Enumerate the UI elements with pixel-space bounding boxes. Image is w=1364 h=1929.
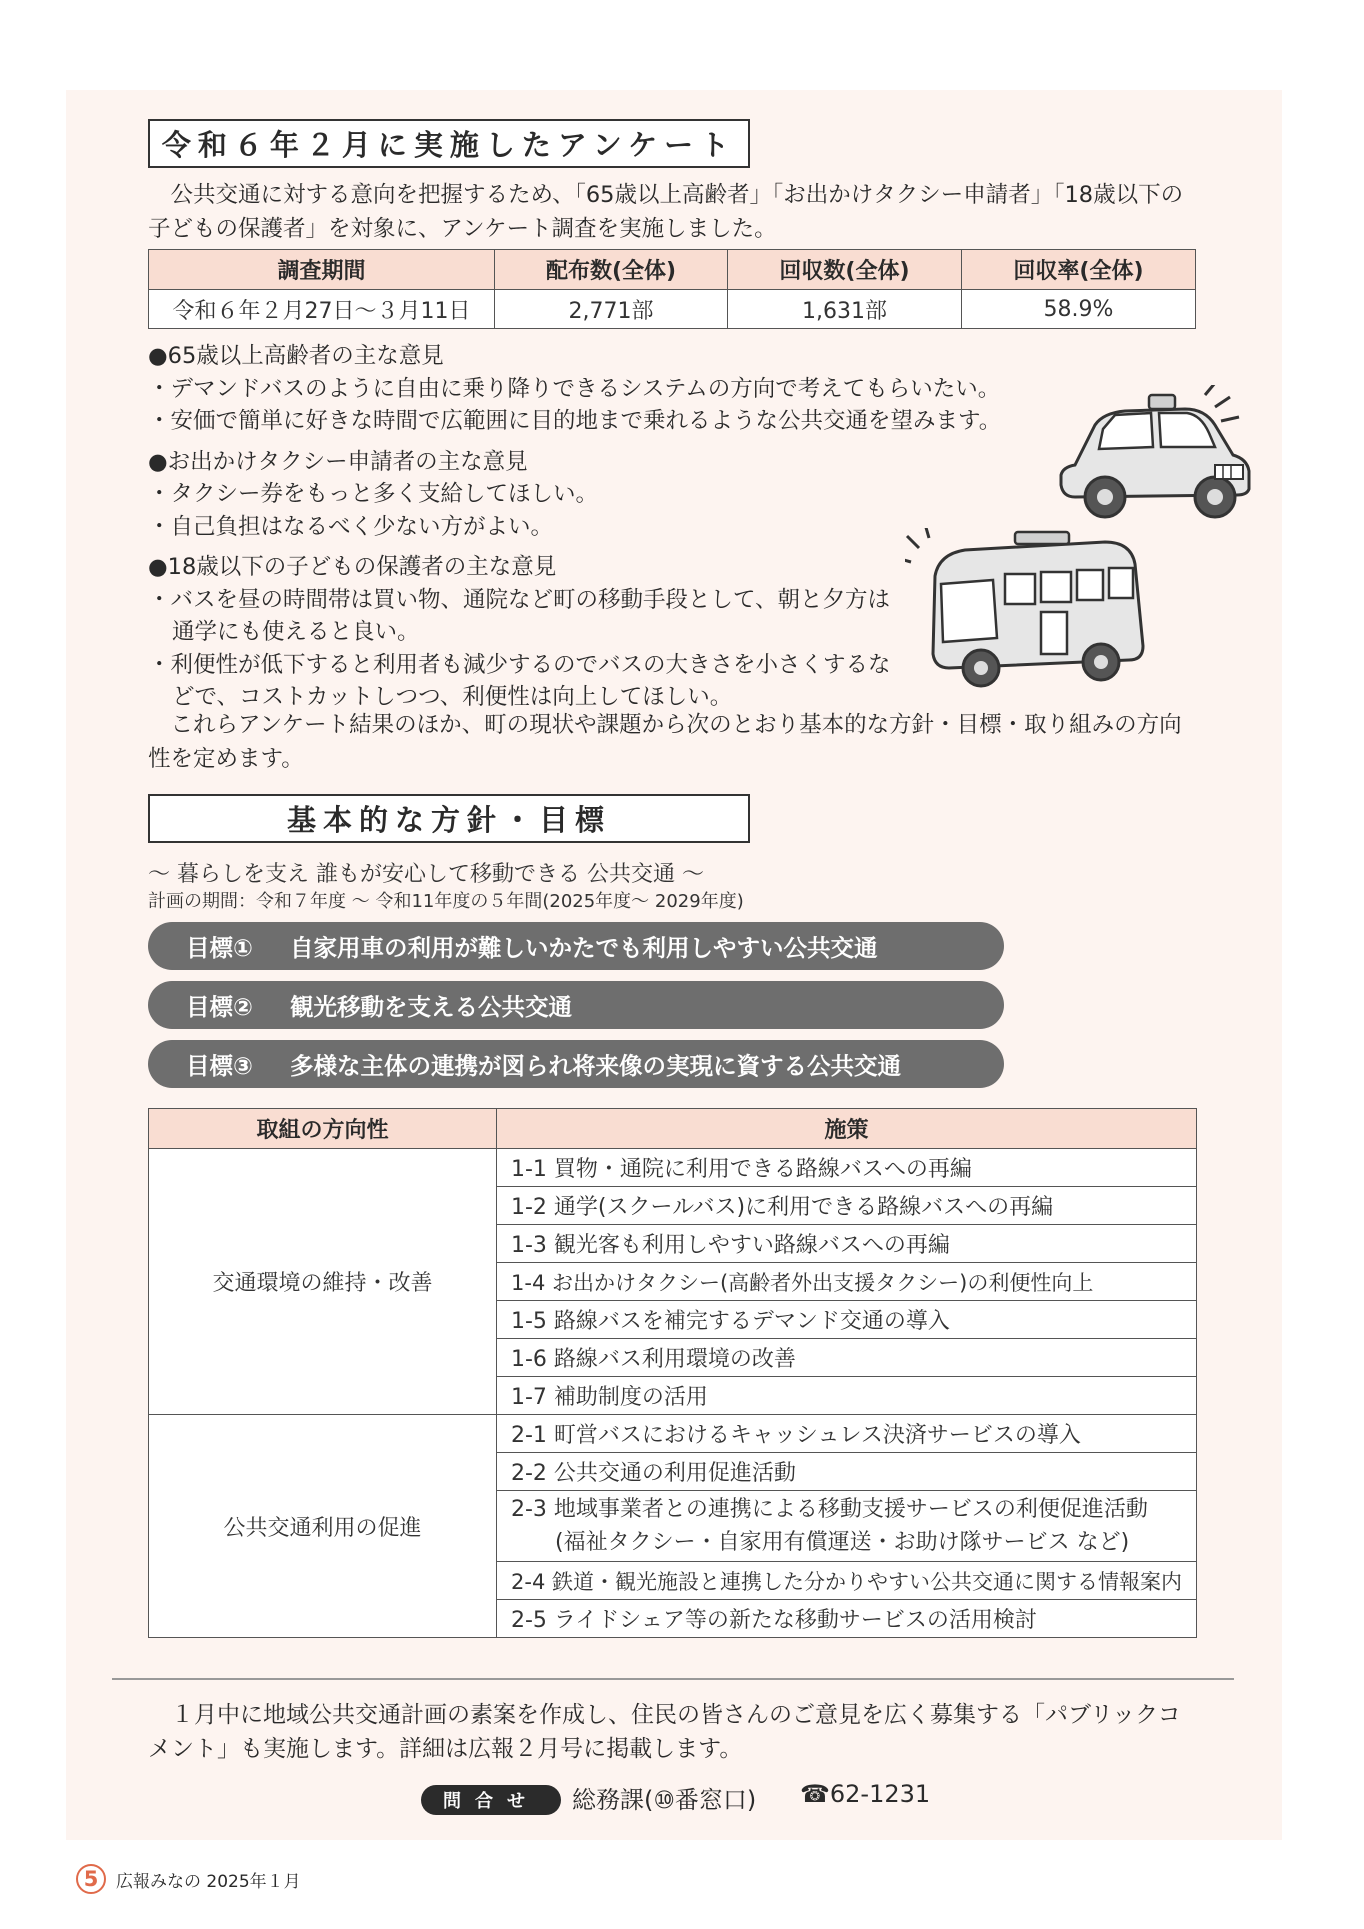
survey-header-distributed: 配布数(全体) bbox=[495, 250, 728, 290]
goal-2 bbox=[148, 981, 1004, 1029]
direction-cell: 交通環境の維持・改善 bbox=[149, 1149, 497, 1415]
measure-cell: 2-4 鉄道・観光施設と連携した分かりやすい公共交通に関する情報案内 bbox=[497, 1562, 1197, 1600]
measure-cell: 2-2 公共交通の利用促進活動 bbox=[497, 1453, 1197, 1491]
opinion-item: ・タクシー券をもっと多く支給してほしい。 bbox=[148, 481, 599, 507]
contact-phone: ☎62-1231 bbox=[800, 1780, 931, 1808]
measure-sub-text: (福祉タクシー・自家用有償運送・お助け隊サービス など) bbox=[555, 1530, 1130, 1555]
measure-cell: 1-4 お出かけタクシー(高齢者外出支援タクシー)の利便性向上 bbox=[497, 1263, 1197, 1301]
opinion-heading: ●65歳以上高齢者の主な意見 bbox=[148, 343, 444, 369]
goal-text: 観光移動を支える公共交通 bbox=[290, 993, 572, 1021]
survey-table bbox=[148, 249, 1196, 329]
opinion-item: ・自己負担はなるべく少ない方がよい。 bbox=[148, 513, 554, 540]
survey-section-title: 令和６年２月に実施したアンケート bbox=[148, 119, 750, 168]
opinion-heading: ●18歳以下の子どもの保護者の主な意見 bbox=[148, 554, 557, 580]
policy-section-title: 基本的な方針・目標 bbox=[148, 794, 750, 843]
opinion-item: ・利便性が低下すると利用者も減少するのでバスの大きさを小さくするなどで、コストカットしつつ、利便性は向上してほしい。 bbox=[148, 651, 891, 710]
measure-cell bbox=[497, 1491, 1197, 1562]
opinion-item: ・安価で簡単に好きな時間で広範囲に目的地まで乗れるような公共交通を望みます。 bbox=[148, 408, 1002, 434]
bus-illustration bbox=[905, 528, 1155, 693]
measure-cell: 1-5 路線バスを補完するデマンド交通の導入 bbox=[497, 1301, 1197, 1339]
survey-conclusion: これらアンケート結果のほか、町の現状や課題から次のとおり基本的な方針・目標・取り組みの方向性を定めます。 bbox=[148, 712, 1182, 772]
survey-cell-distributed: 2,771部 bbox=[495, 290, 728, 329]
goal-3 bbox=[148, 1040, 1004, 1088]
opinion-item: ・デマンドバスのように自由に乗り降りできるシステムの方向で考えてもらいたい。 bbox=[148, 375, 1001, 402]
measure-cell: 1-1 買物・通院に利用できる路線バスへの再編 bbox=[497, 1149, 1197, 1187]
taxi-illustration bbox=[1055, 385, 1255, 525]
direction-cell: 公共交通利用の促進 bbox=[149, 1415, 497, 1638]
measures-header-measures: 施策 bbox=[497, 1109, 1197, 1149]
measure-cell: 1-3 観光客も利用しやすい路線バスへの再編 bbox=[497, 1225, 1197, 1263]
survey-intro: 公共交通に対する意向を把握するため、「65歳以上高齢者」「お出かけタクシー申請者」「18歳以下の子どもの保護者」を対象に、アンケート調査を実施しました。 bbox=[148, 182, 1184, 242]
survey-header-rate: 回収率(全体) bbox=[961, 250, 1195, 290]
goal-number: 目標③ bbox=[186, 1052, 253, 1080]
opinion-item: ・バスを昼の時間帯は買い物、通院など町の移動手段として、朝と夕方は通学にも使えると良い。 bbox=[148, 586, 891, 645]
contact-label: 問合せ bbox=[421, 1785, 561, 1815]
measure-cell: 1-6 路線バス利用環境の改善 bbox=[497, 1339, 1197, 1377]
measures-header-direction: 取組の方向性 bbox=[149, 1109, 497, 1149]
survey-cell-rate: 58.9% bbox=[961, 290, 1195, 329]
measure-main-text: 2-3 地域事業者との連携による移動支援サービスの利便促進活動 bbox=[511, 1497, 1148, 1522]
page-number: 5 bbox=[76, 1864, 106, 1894]
goal-text: 自家用車の利用が難しいかたでも利用しやすい公共交通 bbox=[290, 934, 878, 962]
public-comment-notice: １月中に地域公共交通計画の素案を作成し、住民の皆さんのご意見を広く募集する「パブリックコメント」も実施します。詳細は広報２月号に掲載します。 bbox=[148, 1702, 1181, 1762]
measure-cell: 1-7 補助制度の活用 bbox=[497, 1377, 1197, 1415]
goal-number: 目標② bbox=[186, 993, 253, 1021]
goal-1 bbox=[148, 922, 1004, 970]
survey-header-period: 調査期間 bbox=[149, 250, 495, 290]
goal-text: 多様な主体の連携が図られ将来像の実現に資する公共交通 bbox=[290, 1052, 901, 1080]
policy-slogan: ～ 暮らしを支え 誰もが安心して移動できる 公共交通 ～ bbox=[148, 862, 704, 887]
opinion-heading: ●お出かけタクシー申請者の主な意見 bbox=[148, 448, 528, 475]
survey-cell-period: 令和６年２月27日～３月11日 bbox=[149, 290, 495, 329]
survey-header-collected: 回収数(全体) bbox=[728, 250, 962, 290]
measure-cell: 1-2 通学(スクールバス)に利用できる路線バスへの再編 bbox=[497, 1187, 1197, 1225]
goal-number: 目標① bbox=[186, 934, 253, 962]
measure-cell: 2-5 ライドシェア等の新たな移動サービスの活用検討 bbox=[497, 1600, 1197, 1638]
publication-name: 広報みなの 2025年１月 bbox=[116, 1872, 301, 1892]
survey-cell-collected: 1,631部 bbox=[728, 290, 962, 329]
divider bbox=[112, 1678, 1234, 1680]
measure-cell: 2-1 町営バスにおけるキャッシュレス決済サービスの導入 bbox=[497, 1415, 1197, 1453]
measures-table bbox=[148, 1108, 1197, 1638]
contact-department: 総務課(⑩番窓口) bbox=[572, 1786, 757, 1814]
plan-period: 計画の期間：令和７年度 ～ 令和11年度の５年間(2025年度～ 2029年度) bbox=[148, 891, 744, 912]
